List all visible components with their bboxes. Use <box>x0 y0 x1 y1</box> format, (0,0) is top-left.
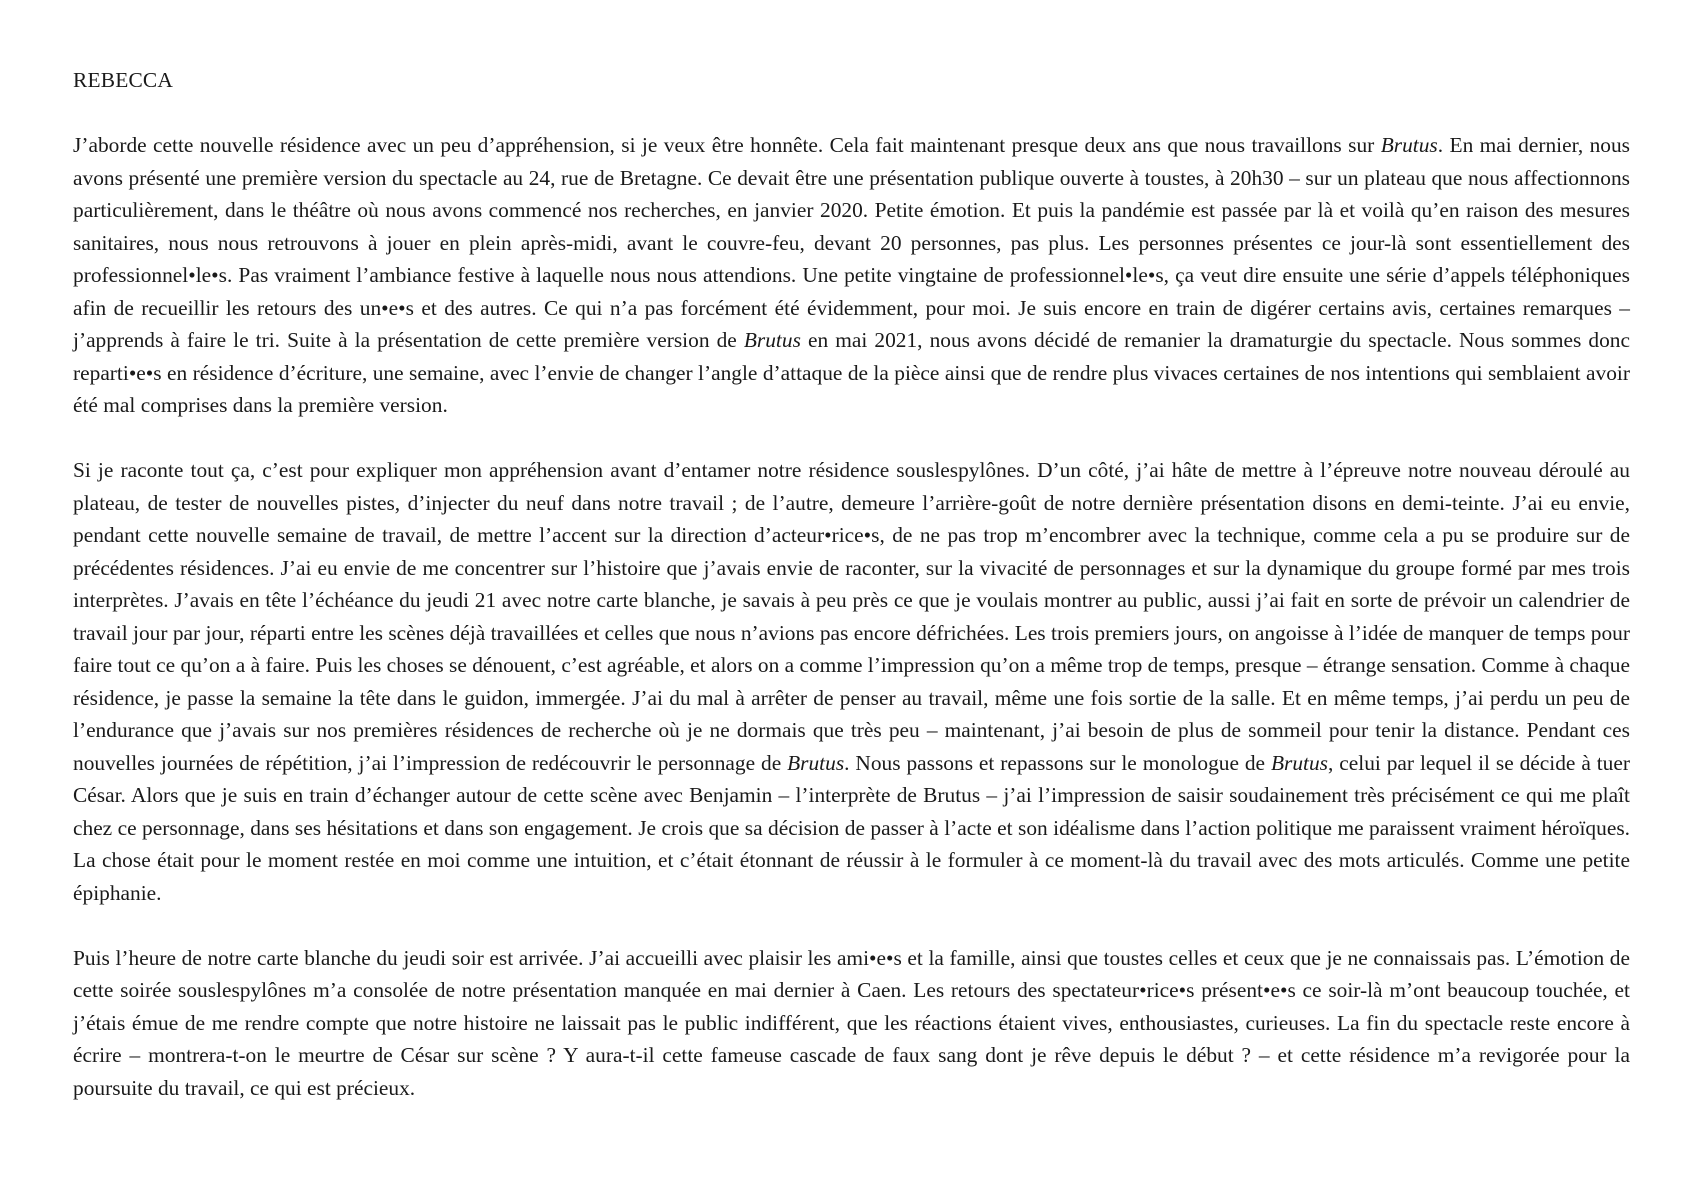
paragraph <box>73 129 1630 422</box>
text-run: J’aborde cette nouvelle résidence avec un peu d’appréhension, si je veux être honnête. Cela fait maintenant presque deux ans que nous travaillons sur <box>73 133 1381 157</box>
text-run: en mai 2021, nous avons décidé de remanier la dramaturgie du spectacle. Nous sommes donc reparti•e•s en résidence d’écriture, une semaine, avec l’envie de changer l’angle d’attaque de la pièce ainsi que de rendre plus vivaces certaines de nos intentions qui semblaient avoir été mal comprises dans la première version. <box>73 328 1630 417</box>
body-text <box>73 129 1630 1104</box>
italic-title: Brutus <box>787 750 845 775</box>
paragraph <box>73 942 1630 1105</box>
text-run: . En mai dernier, nous avons présenté une première version du spectacle au 24, rue de Bretagne. Ce devait être une présentation publique ouverte à toustes, à 20h30 – sur un plateau que nous affectionnons particulièrement, dans le théâtre où nous avons commencé nos recherches, en janvier 2020. Petite émotion. Et puis la pandémie est passée par là et voilà qu’en raison des mesures sanitaires, nous nous retrouvons à jouer en plein après-midi, avant le couvre-feu, devant 20 personnes, pas plus. Les personnes présentes ce jour-là sont essentiellement des professionnel•le•s. Pas vraiment l’ambiance festive à laquelle nous nous attendions. Une petite vingtaine de professionnel•le•s, ça veut dire ensuite une série d’appels téléphoniques afin de recueillir les retours des un•e•s et des autres. Ce qui n’a pas forcément été évidemment, pour moi. Je suis encore en train de digérer certains avis, certaines remarques – j’apprends à faire le tri. Suite à la présentation de cette première version de <box>73 133 1631 352</box>
text-run: , celui par lequel il se décide à tuer César. Alors que je suis en train d’échanger autour de cette scène avec Benjamin – l’interprète de Brutus – j’ai l’impression de saisir soudainement très précisément ce qui me plaît chez ce personnage, dans ses hésitations et dans son engagement. Je crois que sa décision de passer à l’acte et son idéalisme dans l’action politique me paraissent vraiment héroïques. La chose était pour le moment restée en moi comme une intuition, et c’était étonnant de réussir à le formuler à ce moment-là du travail avec des mots articulés. Comme une petite épiphanie. <box>73 750 1630 905</box>
italic-title: Brutus <box>1270 750 1329 775</box>
italic-title: Brutus <box>1380 133 1438 157</box>
italic-title: Brutus <box>743 328 801 352</box>
text-run: Si je raconte tout ça, c’est pour expliquer mon appréhension avant d’entamer notre résidence souslespylônes. D’un côté, j’ai hâte de mettre à l’épreuve notre nouveau déroulé au plateau, de tester de nouvelles pistes, d’injecter du neuf dans notre travail ; de l’autre, demeure l’arrière-goût de notre dernière présentation disons en demi-teinte. J’ai eu envie, pendant cette nouvelle semaine de travail, de mettre l’accent sur la direction d’acteur•rice•s, de ne pas trop m’encombrer avec la technique, comme cela a pu se produire sur de précédentes résidences. J’ai eu envie de me concentrer sur l’histoire que j’avais envie de raconter, sur la vivacité de personnages et sur la dynamique du groupe formé par mes trois interprètes. J’avais en tête l’échéance du jeudi 21 avec notre carte blanche, je savais à peu près ce que je voulais montrer au public, aussi j’ai fait en sorte de prévoir un calendrier de travail jour par jour, réparti entre les scènes déjà travaillées et celles que nous n’avions pas encore défrichées. Les trois premiers jours, on angoisse à l’idée de manquer de temps pour faire tout ce qu’on a à faire. Puis les choses se dénouent, c’est agréable, et alors on a comme l’impression qu’on a même trop de temps, presque – étrange sensation. Comme à chaque résidence, je passe la semaine la tête dans le guidon, immergée. J’ai du mal à arrêter de penser au travail, même une fois sortie de la salle. Et en même temps, j’ai perdu un peu de l’endurance que j’avais sur nos premières résidences de recherche où je ne dormais que très peu – maintenant, j’ai besoin de plus de sommeil pour tenir la distance. Pendant ces nouvelles journées de répétition, j’ai l’impression de redécouvrir le personnage de <box>73 458 1630 775</box>
paragraph <box>73 454 1630 909</box>
text-run: . Nous passons et repassons sur le monologue de <box>844 750 1271 775</box>
author-heading: REBECCA <box>73 68 174 92</box>
text-run: Puis l’heure de notre carte blanche du jeudi soir est arrivée. J’ai accueilli avec plaisir les ami•e•s et la famille, ainsi que toustes celles et ceux que je ne connaissais pas. L’émotion de cette soirée souslespylônes m’a consolée de notre présentation manquée en mai dernier à Caen. Les retours des spectateur•rice•s présent•e•s ce soir-là m’ont beaucoup touchée, et j’étais émue de me rendre compte que notre histoire ne laissait pas le public indifférent, que les réactions étaient vives, enthousiastes, curieuses. La fin du spectacle reste encore à écrire – montrera-t-on le meurtre de César sur scène ? Y aura-t-il cette fameuse cascade de faux sang dont je rêve depuis le début ? – et cette résidence m’a revigorée pour la poursuite du travail, ce qui est précieux. <box>73 945 1630 1100</box>
document-page <box>73 64 1630 1104</box>
